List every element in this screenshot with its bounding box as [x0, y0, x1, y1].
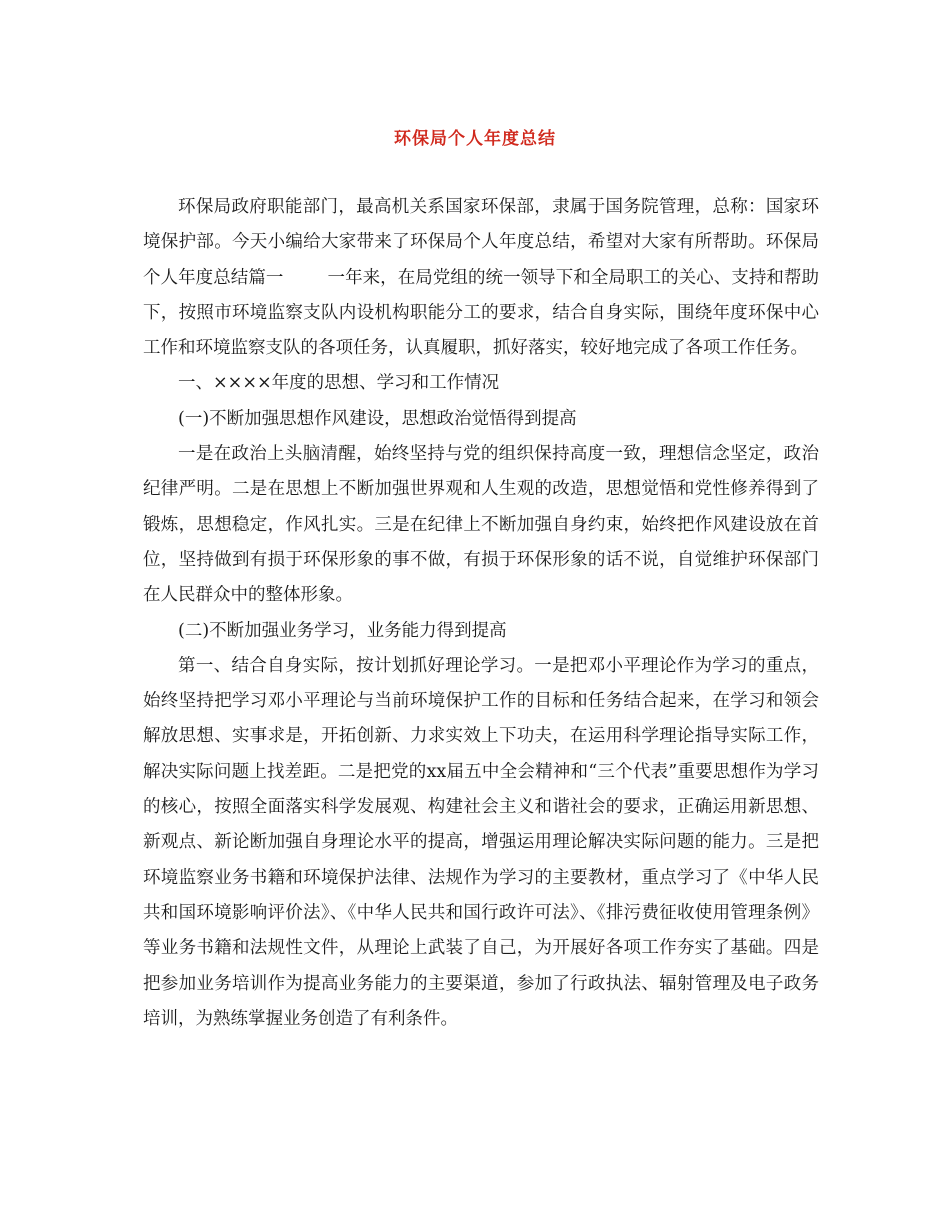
sub-heading-one: (一)不断加强思想作风建设，思想政治觉悟得到提高	[178, 408, 577, 429]
intro-paragraph	[143, 190, 819, 366]
paragraph-two: 第一、结合自身实际，按计划抓好理论学习。一是把邓小平理论作为学习的重点，始终坚持把学习邓小平理论与当前环境保护工作的目标和任务结合起来，在学习和领会解放思想、实事求是，开拓创新、力求实效上下功夫，在运用科学理论指导实际工作，解决实际问题上找差距。二是把党的xx届五中全会精神和“三个代表”重要思想作为学习的核心，按照全面落实科学发展观、构建社会主义和谐社会的要求，正确运用新思想、新观点、新论断加强自身理论水平的提高，增强运用理论解决实际问题的能力。三是把环境监察业务书籍和环境保护法律、法规作为学习的主要教材，重点学习了《中华人民共和国环境影响评价法》、《中华人民共和国行政许可法》、《排污费征收使用管理条例》等业务书籍和法规性文件，从理论上武装了自己，为开展好各项工作夯实了基础。四是把参加业务培训作为提高业务能力的主要渠道，参加了行政执法、辐射管理及电子政务培训，为熟练掌握业务创造了有利条件。	[143, 655, 819, 1029]
section-header: 环保局个人年度总结篇一	[143, 232, 820, 288]
paragraph-one: 一是在政治上头脑清醒，始终坚持与党的组织保持高度一致，理想信念坚定，政治纪律严明。二是在思想上不断加强世界观和人生观的改造，思想觉悟和党性修养得到了锻炼，思想稳定，作风扎实。三是在纪律上不断加强自身约束，始终把作风建设放在首位，坚持做到有损于环保形象的事不做，有损于环保形象的话不说，自觉维护环保部门在人民群众中的整体形象。	[143, 444, 819, 606]
section-text: 一年来，在局党组的统一领导下和全局职工的关心、支持和帮助下，按照市环境监察支队内设机构职能分工的要求，结合自身实际，围绕年度环保中心工作和环境监察支队的各项任务，认真履职，抓好落实，较好地完成了各项工作任务。	[143, 267, 820, 359]
intro-text: 环保局政府职能部门，最高机关系国家环保部，隶属于国务院管理，总称：国家环境保护部。今天小编给大家带来了环保局个人年度总结，希望对大家有所帮助。	[143, 197, 819, 253]
heading-one: 一、××××年度的思想、学习和工作情况	[178, 373, 500, 394]
sub-heading-two: (二)不断加强业务学习，业务能力得到提高	[178, 620, 507, 641]
document-title: 环保局个人年度总结	[394, 129, 556, 149]
document-body	[143, 190, 819, 1037]
